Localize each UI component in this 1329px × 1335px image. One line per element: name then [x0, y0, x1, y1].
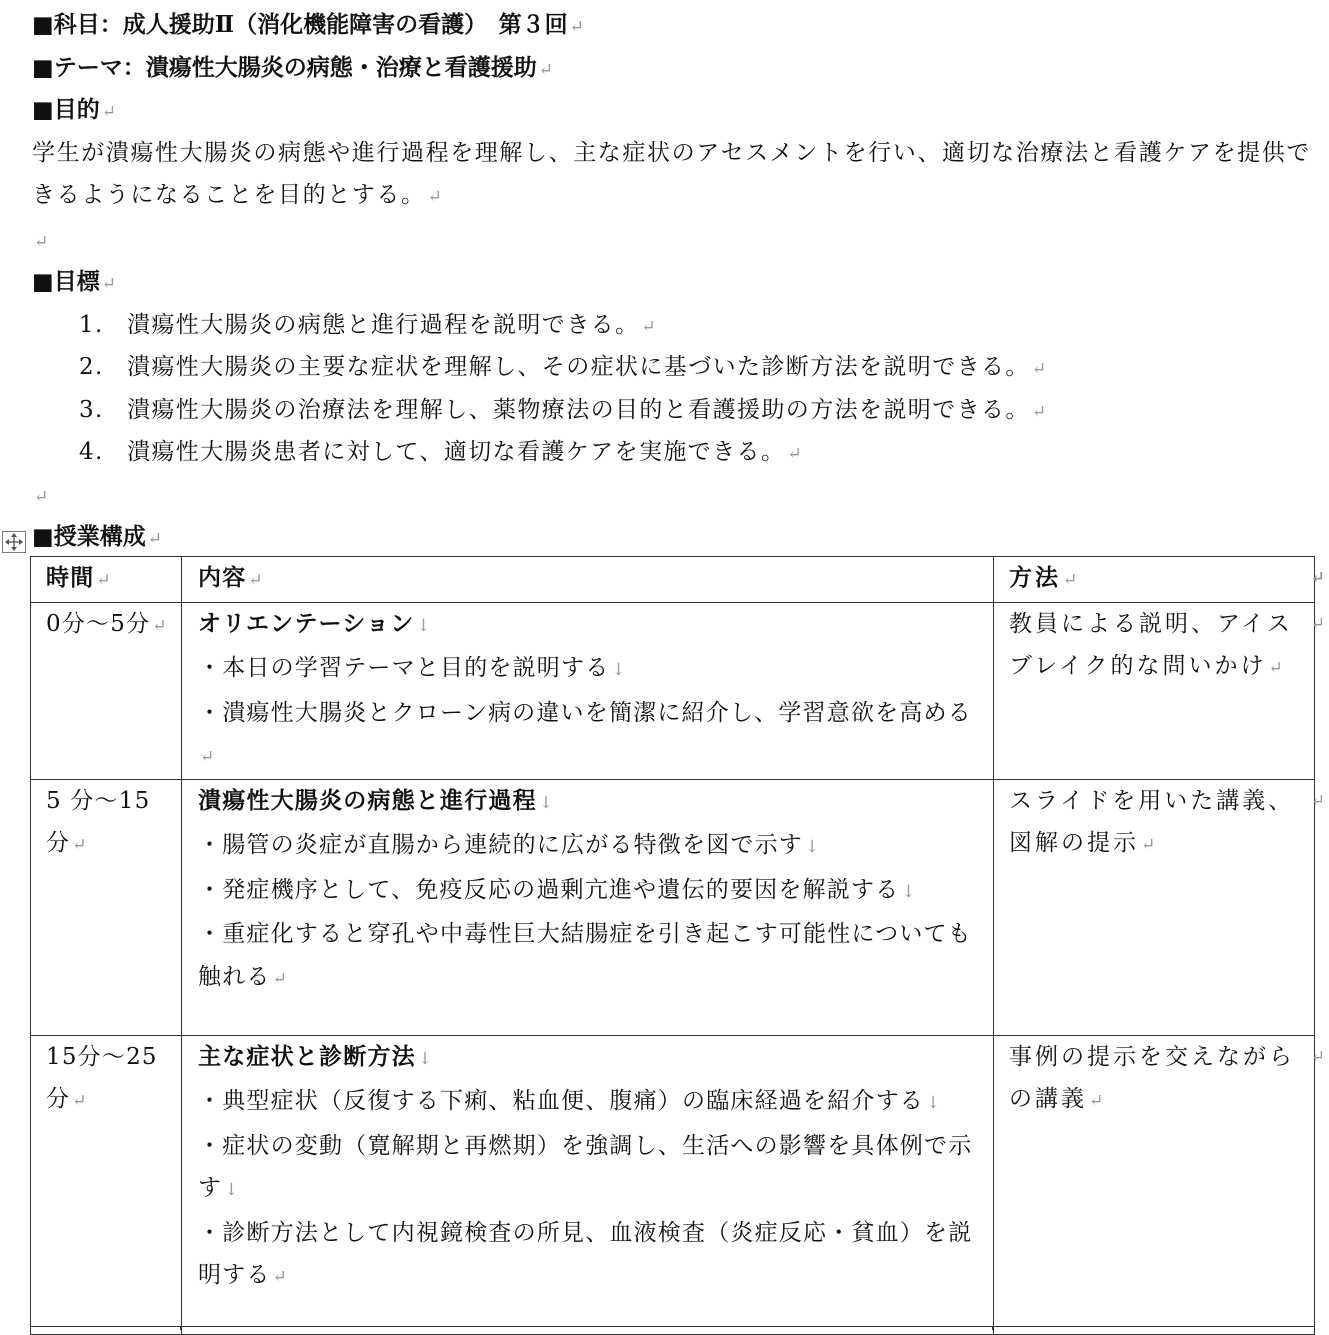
table-move-handle-icon[interactable] — [2, 531, 26, 553]
structure-heading: ■授業構成 ↵ — [32, 523, 162, 550]
header-method: 方法 ↵ ↵ — [994, 557, 1315, 603]
empty-paragraph: ↵ — [34, 486, 49, 507]
goal-item: 1. 潰瘍性大腸炎の病態と進行過程を説明できる。 ↵ — [79, 311, 658, 338]
method-cell: 教員による説明、アイスブレイク的な問いかけ ↵ ↵ — [994, 602, 1315, 779]
content-item: ・発症機序として、免疫反応の過剰亢進や遺伝的要因を解説する ↓ — [198, 876, 917, 903]
row-end-mark: ↵ — [1310, 568, 1328, 588]
goal-item: 2. 潰瘍性大腸炎の主要な症状を理解し、その症状に基づいた診断方法を説明できる。 ↵ — [79, 354, 1048, 380]
content-cell — [182, 779, 994, 1035]
time-cell: 15分～25分 ↵ — [31, 1035, 182, 1334]
content-item: ・典型症状（反復する下痢、粘血便、腹痛）の臨床経過を紹介する ↓ — [198, 1088, 942, 1114]
document-page — [32, 4, 1322, 559]
goal-item: 3. 潰瘍性大腸炎の治療法を理解し、薬物療法の目的と看護援助の方法を説明できる。 ↵ — [79, 396, 1048, 423]
header-time: 時間 ↵ — [31, 557, 182, 603]
method-cell: スライドを用いた講義、図解の提示 ↵ ↵ — [994, 779, 1315, 1035]
purpose-paragraph: 学生が潰瘍性大腸炎の病態や進行過程を理解し、主な症状のアセスメントを行い、適切な治療法と看護ケアを提供できるようになることを目的とする。 ↵ — [32, 139, 1311, 208]
lesson-structure-table — [30, 556, 1328, 1335]
time-cell: 0分～5分 ↵ — [31, 602, 182, 779]
content-title: オリエンテーション ↓ — [198, 609, 432, 637]
theme-heading: ■テーマ：潰瘍性大腸炎の病態・治療と看護援助 ↵ — [32, 53, 553, 81]
next-row-border — [30, 1326, 1314, 1330]
content-item: ・症状の変動（寛解期と再燃期）を強調し、生活への影響を具体例で示す ↓ — [198, 1132, 973, 1201]
empty-paragraph: ↵ — [34, 231, 49, 252]
content-cell — [182, 602, 994, 779]
table-row — [31, 1035, 1315, 1334]
table-row — [31, 779, 1315, 1035]
purpose-heading: ■目的 ↵ — [32, 96, 116, 123]
content-item: ・腸管の炎症が直腸から連続的に広がる特徴を図で示す ↓ — [198, 832, 821, 858]
goal-item: 4. 潰瘍性大腸炎患者に対して、適切な看護ケアを実施できる。 ↵ — [79, 439, 803, 465]
header-content: 内容 ↵ — [182, 557, 994, 603]
row-end-mark: ↵ — [1310, 613, 1328, 634]
method-cell: 事例の提示を交えながらの講義 ↵ ↵ — [994, 1035, 1315, 1334]
content-item: ・潰瘍性大腸炎とクローン病の違いを簡潔に紹介し、学習意欲を高める↵ — [198, 699, 972, 767]
content-item: ・診断方法として内視鏡検査の所見、血液検査（炎症反応・貧血）を説明する ↵ — [198, 1219, 973, 1288]
subject-heading: ■科目：成人援助Ⅱ（消化機能障害の看護） 第３回 ↵ — [32, 11, 584, 38]
content-title: 潰瘍性大腸炎の病態と進行過程 ↓ — [198, 786, 555, 814]
row-end-mark: ↵ — [1310, 1046, 1328, 1067]
table-row — [31, 602, 1315, 779]
row-end-mark: ↵ — [1310, 790, 1328, 811]
content-cell — [182, 1035, 994, 1334]
content-item: ・本日の学習テーマと目的を説明する ↓ — [198, 655, 627, 681]
time-cell: 5 分～15分 ↵ — [31, 779, 182, 1035]
content-item: ・重症化すると穿孔や中毒性巨大結腸症を引き起こす可能性についても触れる ↵ — [198, 921, 972, 990]
table-header-row — [31, 557, 1315, 603]
content-title: 主な症状と診断方法 ↓ — [198, 1042, 434, 1070]
goals-heading: ■目標 ↵ — [32, 268, 116, 295]
goals-list — [32, 304, 1322, 474]
